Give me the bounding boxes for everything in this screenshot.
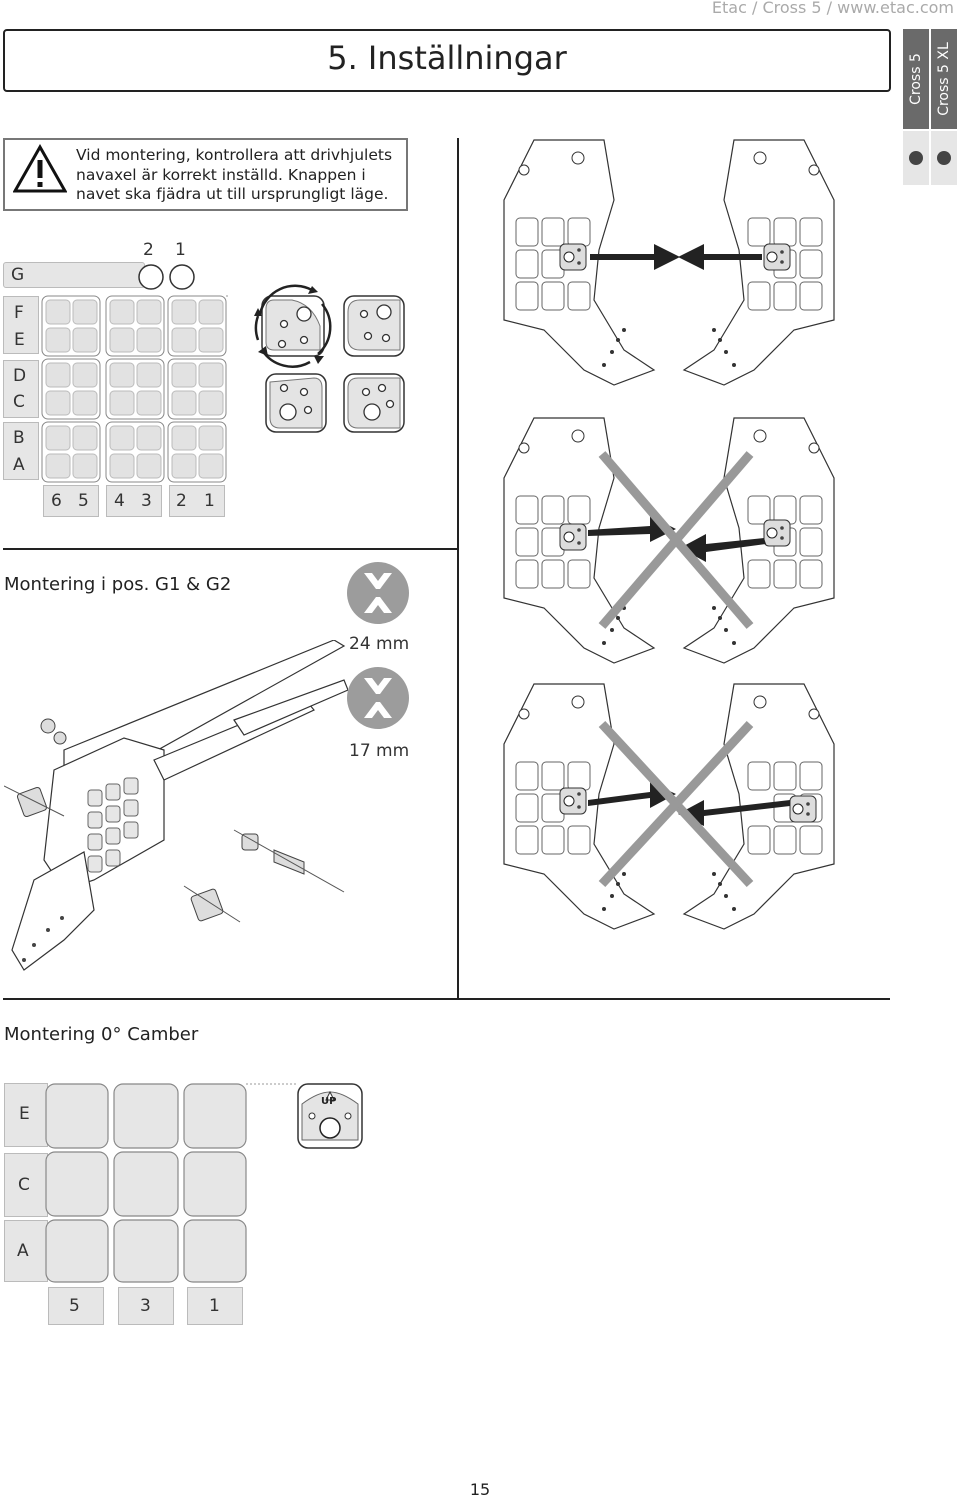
tab-cross-5[interactable] <box>903 29 929 129</box>
warning-text: Vid montering, kontrollera att drivhjulets navaxel är korrekt inställd. Knappen i navet ska fjädra ut till ursprungligt läge. <box>76 146 393 203</box>
model-marker-cross-5-xl <box>931 131 957 185</box>
wrench-icon <box>346 666 410 730</box>
wrench-size-24: 24 mm <box>349 634 410 654</box>
tab-cross-5-xl[interactable] <box>931 29 957 129</box>
filled-dot-icon <box>909 151 923 165</box>
wrench-icon <box>346 561 410 625</box>
row-label-e: E <box>14 330 25 350</box>
row-label-d: D <box>13 366 27 386</box>
camber-col-1: 1 <box>209 1296 220 1316</box>
page-title: 5. Inställningar <box>327 39 567 77</box>
row-label-c: C <box>13 392 25 412</box>
mounting-exploded-drawing <box>4 640 348 980</box>
col-label-3: 3 <box>141 491 152 511</box>
divider-left <box>3 548 458 550</box>
camber-hole-grid <box>42 1080 372 1286</box>
title-box <box>3 29 891 92</box>
section-title-camber: Montering 0° Camber <box>4 1024 199 1045</box>
col-label-6: 6 <box>51 491 62 511</box>
grid-row-label: G <box>11 265 25 285</box>
g-pos-2: 2 <box>143 240 154 260</box>
hub-plate-orientations <box>252 284 412 440</box>
section-title-mounting-g: Montering i pos. G1 & G2 <box>4 574 232 595</box>
tab-cross-5-xl-label: Cross 5 XL <box>936 42 952 116</box>
row-label-f: F <box>14 303 24 323</box>
g-pos-1: 1 <box>175 240 186 260</box>
up-hub-plate-icon <box>298 1084 362 1148</box>
row-label-b: B <box>13 428 25 448</box>
page-number: 15 <box>469 1480 491 1499</box>
g-row-bar <box>3 262 145 288</box>
warning-triangle-icon <box>13 144 67 194</box>
camber-row-c: C <box>18 1175 30 1195</box>
header-source[interactable]: Etac / Cross 5 / www.etac.com <box>711 0 954 17</box>
warning-box <box>3 138 408 211</box>
mounting-hole-grid <box>40 294 230 484</box>
camber-row-e: E <box>19 1104 30 1124</box>
col-label-5: 5 <box>78 491 89 511</box>
col-label-4: 4 <box>114 491 125 511</box>
model-marker-cross-5 <box>903 131 929 185</box>
divider-bottom <box>3 998 890 1000</box>
camber-col-3: 3 <box>140 1296 151 1316</box>
col-label-2: 2 <box>176 491 187 511</box>
divider-vertical <box>457 138 459 1000</box>
frame-alignment-diagrams <box>494 136 864 996</box>
wrench-size-17: 17 mm <box>349 741 410 761</box>
filled-dot-icon <box>937 151 951 165</box>
col-label-1: 1 <box>204 491 215 511</box>
row-label-a: A <box>13 455 25 475</box>
camber-col-5: 5 <box>69 1296 80 1316</box>
camber-row-a: A <box>17 1241 29 1261</box>
tab-cross-5-label: Cross 5 <box>908 53 924 105</box>
up-label: UP <box>321 1096 337 1107</box>
